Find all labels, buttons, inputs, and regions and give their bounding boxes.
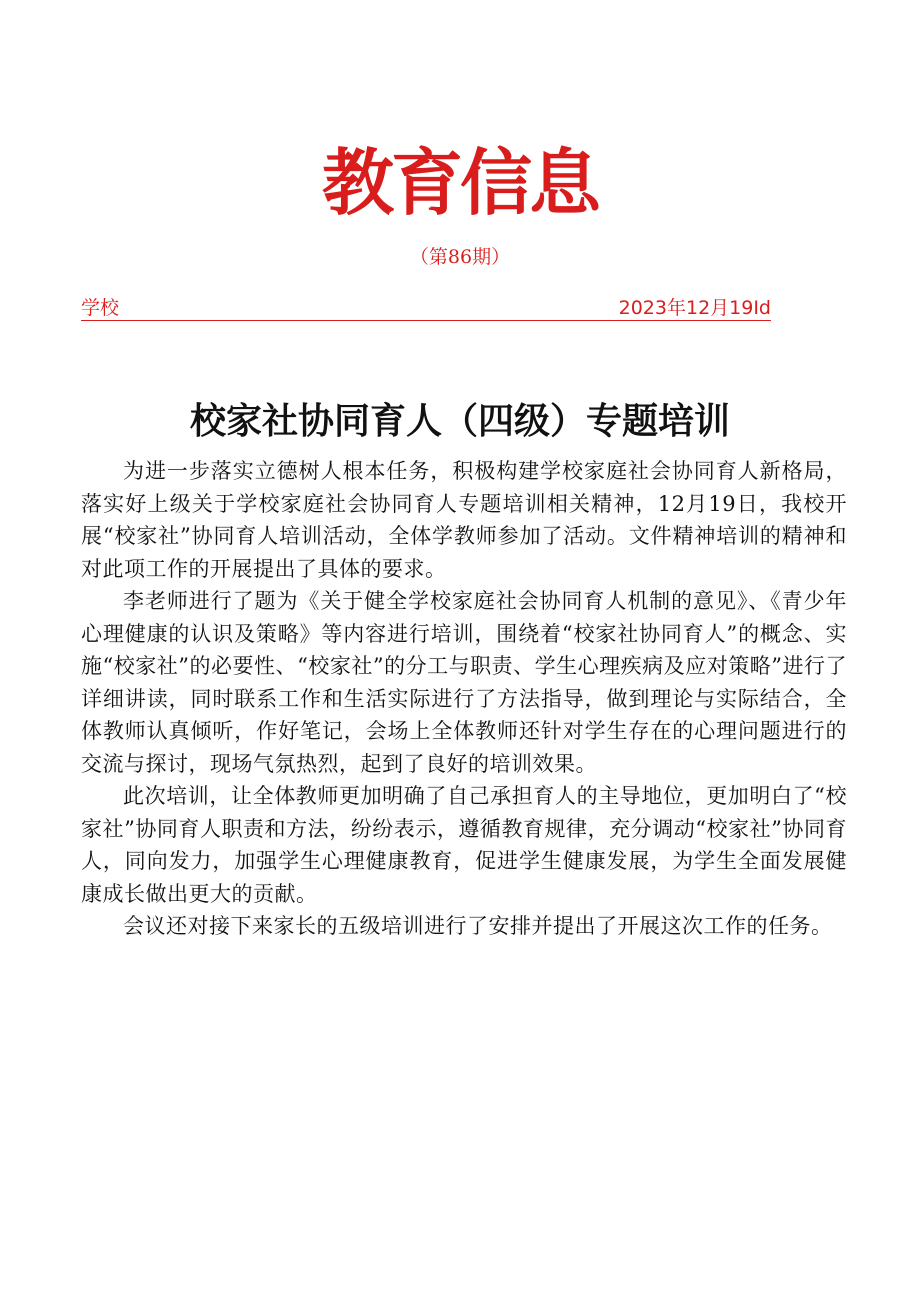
- paragraph: 为进一步落实立德树人根本任务，积极构建学校家庭社会协同育人新格局，落实好上级关于学校家庭社会协同育人专题培训相关精神，12月19日，我校开展“校家社”协同育人培训活动，全体学教师参加了活动。文件精神培训的精神和对此项工作的开展提出了具体的要求。: [81, 459, 847, 581]
- paragraph: 李老师进行了题为《关于健全学校家庭社会协同育人机制的意见》、《青少年心理健康的认识及策略》等内容进行培训，围绕着“校家社协同育人”的概念、实施“校家社”的必要性、“校家社”的分工与职责、学生心理疾病及应对策略”进行了详细讲读，同时联系工作和生活实际进行了方法指导，做到理论与实际结合，全体教师认真倾听，作好笔记，会场上全体教师还针对学生存在的心理问题进行的交流与探讨，现场气氛热烈，起到了良好的培训效果。: [81, 589, 847, 776]
- masthead-title: 教育信息: [321, 141, 598, 225]
- article-title: 校家社协同育人（四级）专题培训: [189, 400, 730, 443]
- header-rule: [81, 296, 771, 321]
- header-date: 2023年12月19Id: [618, 297, 771, 319]
- header-school: 学校: [81, 297, 120, 319]
- issue-number: （第86期）: [409, 246, 511, 268]
- paragraph: 会议还对接下来家长的五级培训进行了安排并提出了开展这次工作的任务。: [123, 914, 833, 938]
- article-body: [81, 455, 847, 943]
- paragraph: 此次培训，让全体教师更加明确了自己承担育人的主导地位，更加明白了“校家社”协同育人职责和方法，纷纷表示，遵循教育规律，充分调动“校家社”协同育人，同向发力，加强学生心理健康教育，促进学生健康发展，为学生全面发展健康成长做出更大的贡献。: [81, 784, 847, 906]
